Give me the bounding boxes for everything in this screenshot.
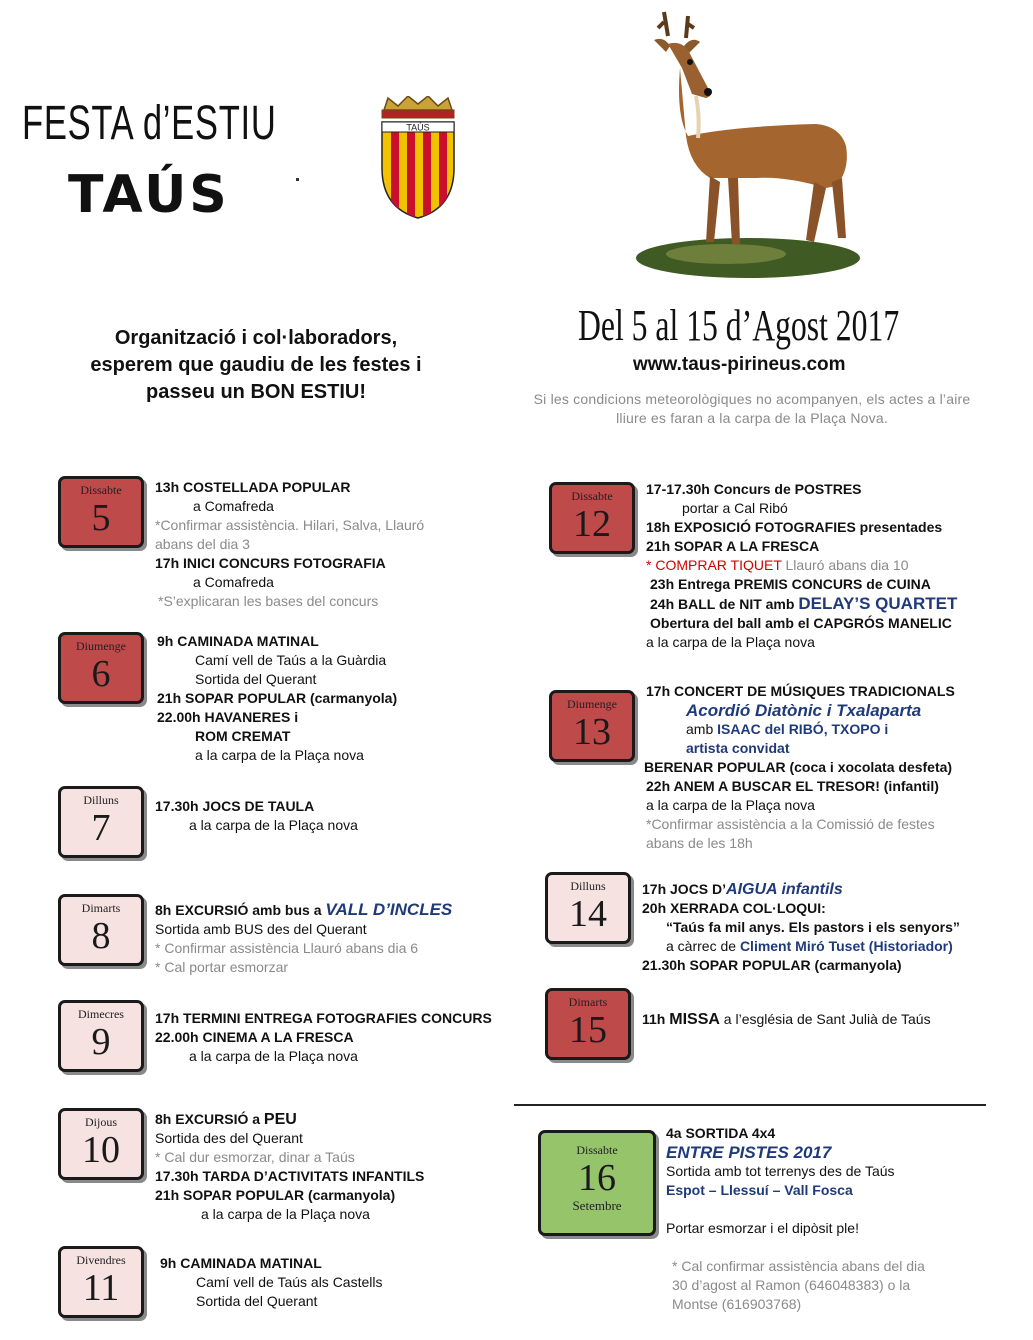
section-divider <box>514 1104 986 1106</box>
org-line: esperem que gaudiu de les festes i <box>90 354 422 376</box>
event-highlight: artista convidat <box>686 740 790 756</box>
event-note: abans del dia 3 <box>155 536 250 552</box>
day-name: Dimarts <box>81 901 121 915</box>
day-name: Dissabte <box>576 1143 618 1157</box>
event-line: Sortida amb BUS des del Querant <box>155 921 367 937</box>
event-note: * Cal confirmar assistència abans del dia <box>672 1258 925 1274</box>
event-highlight: PEU <box>263 1111 297 1128</box>
organizers-message <box>26 325 486 406</box>
event-line <box>155 900 452 920</box>
day-badge-5 <box>58 476 144 548</box>
event-line: 21h SOPAR POPULAR (carmanyola) <box>155 1187 396 1203</box>
day-name: Dissabte <box>80 483 122 497</box>
org-line: Organització i col·laboradors, <box>114 327 398 349</box>
event-line: 9h CAMINADA MATINAL <box>160 1255 322 1271</box>
event-line: 21h SOPAR A LA FRESCA <box>646 538 820 554</box>
day-number: 14 <box>569 893 607 935</box>
event-line: 17h TERMINI ENTREGA FOTOGRAFIES CONCURS <box>155 1010 492 1026</box>
day-number: 9 <box>91 1021 111 1063</box>
day-name: Divendres <box>76 1253 126 1267</box>
event-line: a la carpa de la Plaça nova <box>195 747 364 763</box>
day-name: Dijous <box>84 1115 117 1129</box>
event-line <box>642 1010 931 1029</box>
event-note: * Cal dur esmorzar, dinar a Taús <box>155 1149 355 1165</box>
day-number: 15 <box>569 1009 607 1051</box>
event-note: 30 d’agost al Ramon (646048383) o la <box>672 1277 911 1293</box>
event-line <box>646 556 957 575</box>
event-line: Camí vell de Taús als Castells <box>196 1274 383 1290</box>
event-note: * Cal portar esmorzar <box>155 959 289 975</box>
event-highlight: ENTRE PISTES 2017 <box>666 1143 832 1162</box>
events-day-6 <box>157 632 397 765</box>
event-line: Obertura del ball amb el CAPGRÓS MANELIC <box>650 615 952 631</box>
day-badge-6 <box>58 632 144 704</box>
event-line: BERENAR POPULAR (coca i xocolata desfeta) <box>644 759 953 775</box>
events-day-9 <box>155 1009 492 1066</box>
event-line <box>646 594 957 614</box>
day-badge-10 <box>58 1108 144 1180</box>
events-day-8 <box>155 900 452 977</box>
event-note: *Confirmar assistència. Hilari, Salva, Llauró <box>155 517 425 533</box>
event-highlight: VALL D’INCLES <box>325 900 453 919</box>
event-line: Sortida del Querant <box>195 671 317 687</box>
event-line: “Taús fa mil anys. Els pastors i els senyors” <box>666 919 960 935</box>
day-month: Setembre <box>572 1198 622 1213</box>
day-badge-16 <box>538 1130 656 1236</box>
event-note: Montse (616903768) <box>672 1296 802 1312</box>
event-note: abans de les 18h <box>646 835 753 851</box>
day-badge-8 <box>58 894 144 966</box>
event-line: a la carpa de la Plaça nova <box>201 1206 370 1222</box>
event-line: a Comafreda <box>193 574 274 590</box>
event-line: 18h EXPOSICIÓ FOTOGRAFIES presentades <box>646 519 943 535</box>
day-name: Dimecres <box>78 1007 124 1021</box>
event-highlight: Espot – Llessuí – Vall Fosca <box>666 1182 853 1198</box>
event-line: Camí vell de Taús a la Guàrdia <box>195 652 387 668</box>
event-text: 11h <box>642 1011 670 1027</box>
day-name: Diumenge <box>76 639 126 653</box>
coat-of-arms-icon <box>374 96 462 220</box>
event-line <box>642 880 960 899</box>
day-number: 10 <box>82 1129 120 1171</box>
event-line: 17-17.30h Concurs de POSTRES <box>646 481 862 497</box>
event-line: 21h SOPAR POPULAR (carmanyola) <box>157 690 398 706</box>
day-number: 12 <box>573 503 611 545</box>
spacer <box>666 1238 925 1257</box>
shield-label: TAÚS <box>406 122 430 133</box>
day-number: 13 <box>573 711 611 753</box>
event-line <box>642 937 960 956</box>
day-badge-13 <box>549 690 635 762</box>
event-text: a càrrec de <box>666 938 740 954</box>
event-line <box>155 1110 424 1129</box>
event-note: * Confirmar assistència Llauró abans dia 6 <box>155 940 419 956</box>
day-number: 16 <box>578 1157 616 1199</box>
event-alert: * COMPRAR TIQUET <box>646 557 782 573</box>
event-line: 4a SORTIDA 4x4 <box>666 1125 776 1141</box>
day-badge-11 <box>58 1246 144 1318</box>
event-line: 20h XERRADA COL·LOQUI: <box>642 900 826 916</box>
day-number: 7 <box>91 807 111 849</box>
day-badge-12 <box>549 482 635 554</box>
day-name: Dimarts <box>568 995 608 1009</box>
event-line: Sortida amb tot terrenys des de Taús <box>666 1163 895 1179</box>
day-name: Dissabte <box>571 489 613 503</box>
event-note: *Confirmar assistència a la Comissió de festes <box>646 816 935 832</box>
day-number: 8 <box>91 915 111 957</box>
festival-dates: Del 5 al 15 d’Agost 2017 <box>578 301 900 350</box>
event-highlight: DELAY’S QUARTET <box>798 594 958 613</box>
day-badge-7 <box>58 786 144 858</box>
event-line: a la carpa de la Plaça nova <box>189 817 358 833</box>
weather-note: Si les condicions meteorològiques no acompanyen, els actes a l’aire lliure es faran a la carpa de la Plaça Nova. <box>533 391 971 426</box>
event-text: amb <box>686 721 718 737</box>
events-day-14 <box>642 880 960 975</box>
event-line: portar a Cal Ribó <box>682 500 788 516</box>
day-number: 5 <box>91 497 111 539</box>
event-line: 17.30h TARDA D’ACTIVITATS INFANTILS <box>155 1168 425 1184</box>
event-note: *S’explicaran les bases del concurs <box>158 593 379 609</box>
event-highlight: ISAAC del RIBÓ, TXOPO i <box>717 721 889 737</box>
events-day-11 <box>160 1254 382 1311</box>
event-text: 17h JOCS D’ <box>642 881 727 897</box>
day-name: Diumenge <box>567 697 617 711</box>
events-day-16 <box>666 1124 925 1314</box>
org-line: passeu un BON ESTIU! <box>145 381 367 403</box>
event-line: a la carpa de la Plaça nova <box>646 634 815 650</box>
event-line: 17h INICI CONCURS FOTOGRAFIA <box>155 555 386 571</box>
day-name: Dilluns <box>83 793 119 807</box>
event-line: a la carpa de la Plaça nova <box>646 797 815 813</box>
events-day-5 <box>155 478 424 611</box>
event-line: 9h CAMINADA MATINAL <box>157 633 319 649</box>
day-badge-9 <box>58 1000 144 1072</box>
event-note: Llauró abans dia 10 <box>781 557 909 573</box>
deer-image <box>636 6 866 280</box>
day-badge-14 <box>545 872 631 944</box>
event-line: Portar esmorzar i el dipòsit ple! <box>666 1220 859 1236</box>
events-day-12 <box>646 480 957 652</box>
event-line: a la carpa de la Plaça nova <box>189 1048 358 1064</box>
event-text: 8h EXCURSIÓ a <box>155 1111 264 1127</box>
event-line: ROM CREMAT <box>195 728 291 744</box>
event-line: 22.00h HAVANERES i <box>157 709 299 725</box>
event-highlight: Acordió Diatònic i Txalaparta <box>686 701 922 720</box>
event-line: 22h ANEM A BUSCAR EL TRESOR! (infantil) <box>646 778 939 794</box>
event-line: Sortida del Querant <box>196 1293 318 1309</box>
title-festa: FESTA d’ESTIU <box>22 97 277 150</box>
event-line: 22.00h CINEMA A LA FRESCA <box>155 1029 354 1045</box>
day-name: Dilluns <box>570 879 606 893</box>
event-line: 17h CONCERT DE MÚSIQUES TRADICIONALS <box>646 683 955 699</box>
event-line: 23h Entrega PREMIS CONCURS de CUINA <box>650 576 931 592</box>
event-highlight: Climent Miró Tuset (Historiador) <box>739 938 953 954</box>
event-text: 24h BALL de NIT amb <box>650 596 799 612</box>
event-line: 21.30h SOPAR POPULAR (carmanyola) <box>642 957 902 973</box>
event-line: 13h COSTELLADA POPULAR <box>155 479 351 495</box>
decorative-dot <box>296 178 299 181</box>
events-day-7 <box>155 797 358 835</box>
events-day-10 <box>155 1110 424 1224</box>
event-line <box>646 720 955 739</box>
title-taus: TAÚS <box>68 165 230 225</box>
events-day-15 <box>642 1010 931 1029</box>
event-line: 17.30h JOCS DE TAULA <box>155 798 315 814</box>
event-highlight: AIGUA infantils <box>726 881 843 898</box>
event-text: 8h EXCURSIÓ amb bus a <box>155 902 326 918</box>
events-day-13 <box>646 682 955 853</box>
day-badge-15 <box>545 988 631 1060</box>
event-line: a Comafreda <box>193 498 274 514</box>
website-link[interactable]: www.taus-pirineus.com <box>633 354 846 375</box>
event-line: Sortida des del Querant <box>155 1130 303 1146</box>
spacer <box>666 1200 925 1219</box>
event-text: a l’església de Sant Julià de Taús <box>719 1011 931 1027</box>
event-highlight: MISSA <box>669 1011 720 1028</box>
day-number: 6 <box>91 653 111 695</box>
day-number: 11 <box>82 1267 120 1309</box>
